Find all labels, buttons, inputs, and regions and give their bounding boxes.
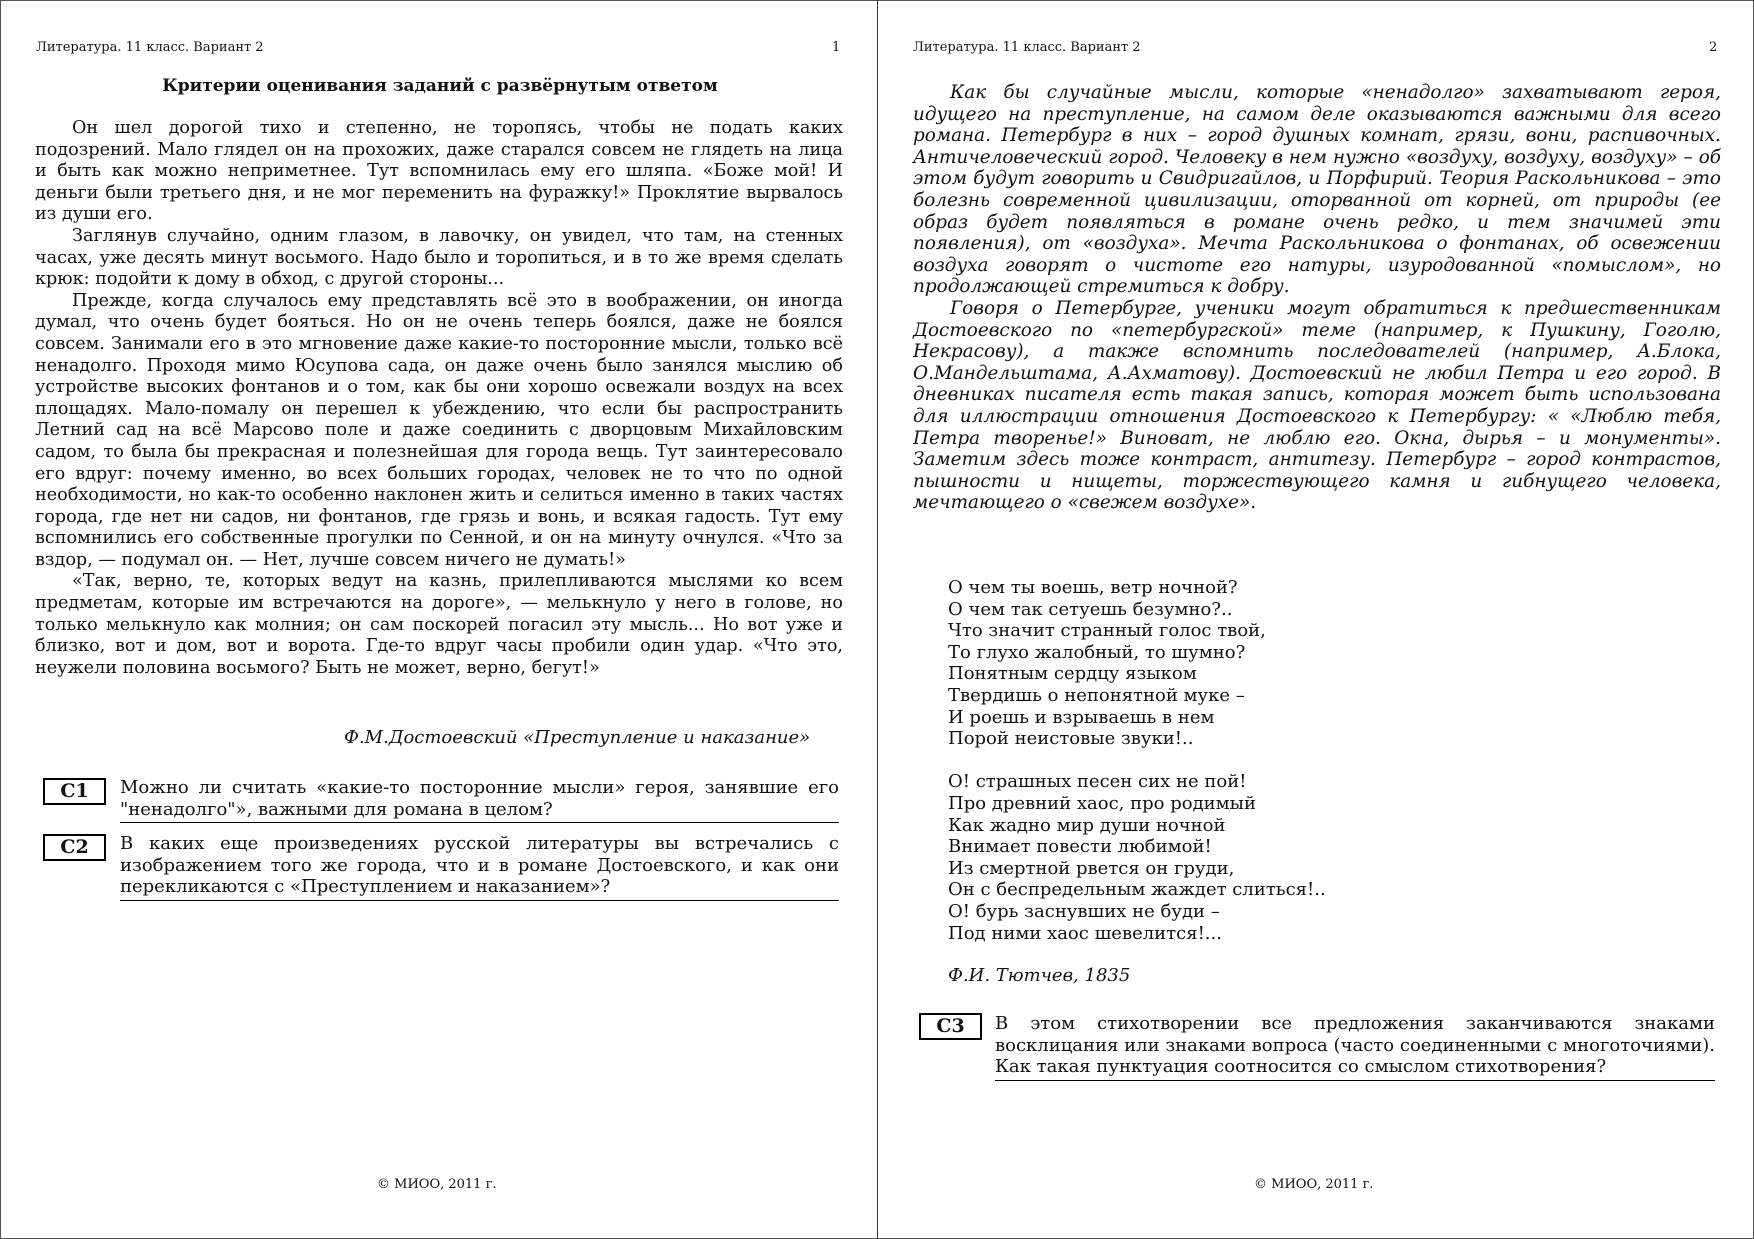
page-header: Литература. 11 класс. Вариант 2 — [913, 40, 1141, 55]
poem-line: О чем ты воешь, ветр ночной? — [948, 577, 1238, 598]
poem — [948, 577, 1326, 966]
question-label-c2: С2 — [43, 834, 106, 861]
question-text-c2: В каких еще произведениях русской литературы вы встречались с изображением того же города, что и в романе Достоевского, и как они перекликаются с «Преступлением и наказанием»? — [120, 833, 839, 901]
poem-line: Внимает повести любимой! — [948, 836, 1212, 858]
page-number: 1 — [832, 40, 841, 55]
poem-line: Понятным сердцу языком — [948, 663, 1197, 685]
paragraph: Говоря о Петербурге, ученики могут обратиться к предшественникам Достоевского по «петербургской» теме (например, к Пушкину, Гоголю, Некрасову), а также вспомнить последователей (например, А.Блока, О.Мандельштама, А.Ахматову). Достоевский не любил Петра и его город. В дневниках писателя есть такая запись, которая может быть использована для иллюстрации отношения Достоевского к Петербургу: « «Люблю тебя, Петра творенье!» Виноват, не люблю его. Окна, дырья – и монументы». Заметим здесь тоже контраст, антитезу. Петербург – город контрастов, пышности и нищеты, торжествующего камня и гибнущего человека, мечтающего о «свежем воздухе». — [913, 297, 1721, 514]
page-title: Критерии оценивания заданий с развёрнутым ответом — [162, 76, 718, 96]
paragraph: Как бы случайные мысли, которые «ненадолго» захватывают героя, идущего на преступление, на самом деле оказываются важными для всего романа. Петербург в них – город душных комнат, грязи, вони, распивочных. Античеловеческий город. Человеку в нем нужно «воздуху, воздуху, воздуху» – об этом будут говорить и Свидригайлов, и Порфирий. Теория Раскольникова – это болезнь современной цивилизации, оторванной от корней, от природы (ее образ будет появляться в романе очень редко, и тем значимей эти появления), от «воздуха». Мечта Раскольникова о фонтанах, об освежении воздуха говорят о чистоте его натуры, изуродованной «помыслом», но продолжающей стремиться к добру. — [913, 82, 1721, 298]
question-text-c1: Можно ли считать «какие-то посторонние мысли» героя, занявшие его "ненадолго"», важными для романа в целом? — [120, 777, 839, 823]
poem-stanza — [948, 577, 1326, 750]
page-number: 2 — [1709, 40, 1718, 55]
page-header: Литература. 11 класс. Вариант 2 — [36, 40, 264, 55]
poem-line: Он с беспредельным жаждет слиться!.. — [948, 879, 1326, 901]
page-footer: © МИОО, 2011 г. — [377, 1177, 497, 1192]
page-right — [878, 0, 1754, 1239]
question-text-c3: В этом стихотворении все предложения заканчиваются знаками восклицания или знаками вопроса (часто соединенными с многоточиями). Как такая пунктуация соотносится со смыслом стихотворения? — [995, 1013, 1715, 1081]
poem-line: Про древний хаос, про родимый — [948, 792, 1256, 814]
question-label-c3: С3 — [919, 1013, 982, 1040]
poem-line: То глухо жалобный, то шумно? — [948, 641, 1246, 663]
paragraph: Прежде, когда случалось ему представлять всё это в воображении, он иногда думал, что очень будет бояться. Но он не очень теперь боялся, даже не боялся совсем. Занимали его в это мгновение даже какие-то посторонние мысли, только всё ненадолго. Проходя мимо Юсупова сада, он даже очень было занялся мыслию об устройстве высоких фонтанов и о том, как бы они хорошо освежали воздух на всех площадях. Мало-помалу он перешел к убеждению, что если бы распространить Летний сад на всё Марсово поле и даже соединить с дворцовым Михайловским садом, то была бы прекрасная и полезнейшая для города вещь. Тут заинтересовало его вдруг: почему именно, во всех больших городах, человек не то что по одной необходимости, но как-то особенно наклонен жить и селиться именно в таких частях города, где нет ни садов, ни фонтанов, где грязь и вонь, и всякая гадость. Тут ему вспомнились его собственные прогулки по Сенной, и он на минуту очнулся. «Что за вздор, — подумал он. — Нет, лучше совсем ничего не думать!» — [35, 290, 843, 570]
poem-line: Что значит странный голос твой, — [948, 620, 1266, 642]
poem-line: О! бурь заснувших не буди – — [948, 900, 1220, 922]
commentary-text — [913, 82, 1721, 514]
poem-line: Под ними хаос шевелится!... — [948, 922, 1222, 944]
poem-line: О чем так сетуешь безумно?.. — [948, 598, 1233, 620]
paragraph: Он шел дорогой тихо и степенно, не торопясь, чтобы не подать каких подозрений. Мало глядел он на прохожих, даже старался совсем не глядеть на лица и быть как можно неприметнее. Тут вспомнилась ему его шляпа. «Боже мой! И деньги были третьего дня, и не мог переменить на фуражку!» Проклятие вырвалось из души его. — [35, 118, 843, 225]
poem-line: И роешь и взрываешь в нем — [948, 706, 1215, 728]
poem-line: Из смертной рвется он груди, — [948, 857, 1235, 879]
poem-attribution: Ф.И. Тютчев, 1835 — [948, 965, 1131, 986]
poem-line: Как жадно мир души ночной — [948, 814, 1226, 836]
poem-line: Твердишь о непонятной муке – — [948, 684, 1245, 706]
excerpt-text — [35, 118, 843, 679]
poem-line: Порой неистовые звуки!.. — [948, 728, 1194, 750]
paragraph: «Так, верно, те, которых ведут на казнь, прилепливаются мыслями ко всем предметам, которые им встречаются на дороге», — мелькнуло у него в голове, но только мелькнуло как молния; он сам поскорей погасил эту мысль... Но вот уже и близко, вот и дом, вот и ворота. Где-то вдруг часы пробили один удар. «Что это, неужели половина восьмого? Быть не может, верно, бегут!» — [35, 571, 843, 678]
excerpt-attribution: Ф.М.Достоевский «Преступление и наказание» — [344, 727, 811, 748]
question-label-c1: С1 — [43, 778, 106, 805]
paragraph: Заглянув случайно, одним глазом, в лавочку, он увидел, что там, на стенных часах, уже десять минут восьмого. Надо было и торопиться, и в то же время сделать крюк: подойти к дому в обход, с другой стороны... — [35, 225, 843, 290]
poem-line: О! страшных песен сих не пой! — [948, 771, 1247, 793]
page-footer: © МИОО, 2011 г. — [1254, 1177, 1374, 1192]
poem-stanza — [948, 771, 1326, 944]
